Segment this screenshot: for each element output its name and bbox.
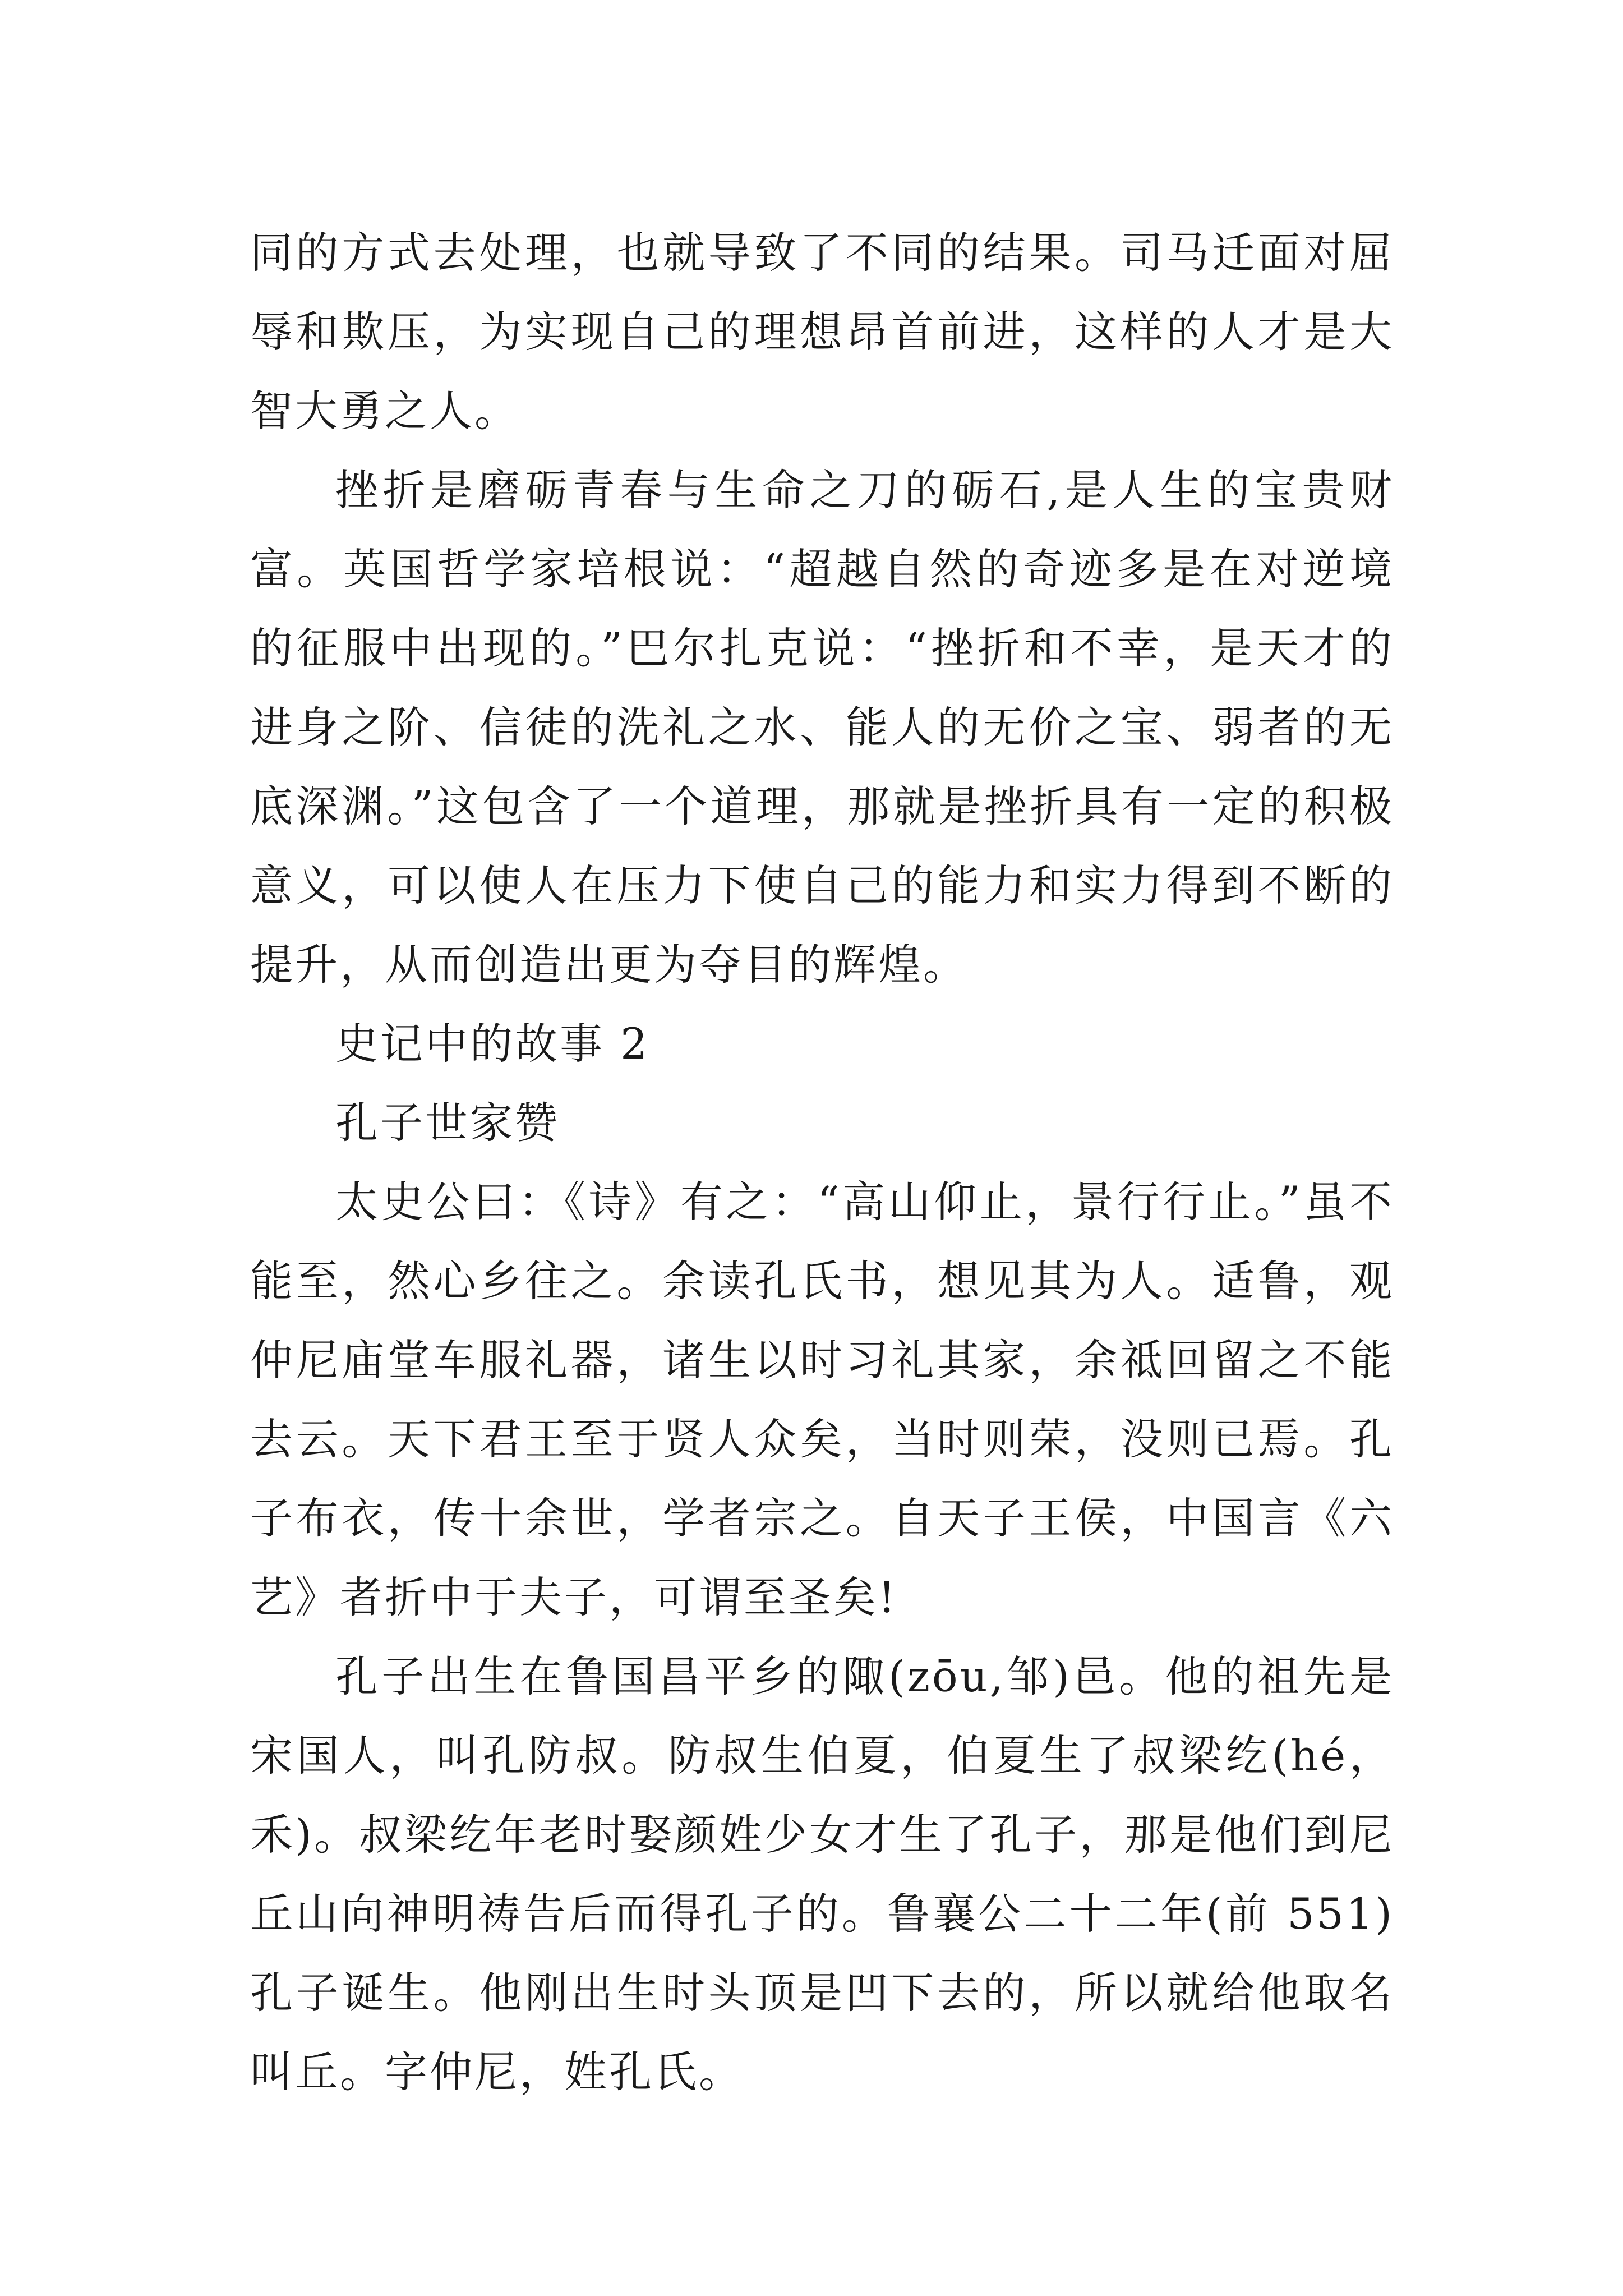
section-heading: 史记中的故事 2 bbox=[335, 1019, 650, 1069]
paragraph-continuation: 同的方式去处理，也就导致了不同的结果。司马迁面对屈辱和欺压，为实现自己的理想昂首前进，这样的人才是大智大勇之人。 bbox=[250, 228, 1394, 436]
section-subheading: 孔子世家赞 bbox=[335, 1098, 560, 1148]
paragraph-confucius-birth: 孔子出生在鲁国昌平乡的陬(zōu,邹)邑。他的祖先是宋国人，叫孔防叔。防叔生伯夏，伯夏生了叔梁纥(hé，禾)。叔梁纥年老时娶颜姓少女才生了孔子，那是他们到尼丘山向神明祷告后而得孔子的。鲁襄公二十二年(前 551)孔子诞生。他刚出生时头顶是凹下去的，所以就给他取名叫丘。字仲尼，姓孔氏。 bbox=[250, 1651, 1394, 2097]
paragraph-setbacks: 挫折是磨砺青春与生命之刀的砺石,是人生的宝贵财富。英国哲学家培根说：“超越自然的奇迹多是在对逆境的征服中出现的。”巴尔扎克说：“挫折和不幸，是天才的进身之阶、信徒的洗礼之水、能人的无价之宝、弱者的无底深渊。”这包含了一个道理，那就是挫折具有一定的积极意义，可以使人在压力下使自己的能力和实力得到不断的提升，从而创造出更为夺目的辉煌。 bbox=[250, 465, 1394, 990]
paragraph-taishigong: 太史公曰：《诗》有之：“高山仰止，景行行止。”虽不能至，然心乡往之。余读孔氏书，想见其为人。适鲁，观仲尼庙堂车服礼器，诸生以时习礼其家，余祗回留之不能去云。天下君王至于贤人众矣，当时则荣，没则已焉。孔子布衣，传十余世，学者宗之。自天子王侯，中国言《六艺》者折中于夫子，可谓至圣矣! bbox=[250, 1177, 1394, 1622]
document-body bbox=[250, 213, 1394, 2111]
